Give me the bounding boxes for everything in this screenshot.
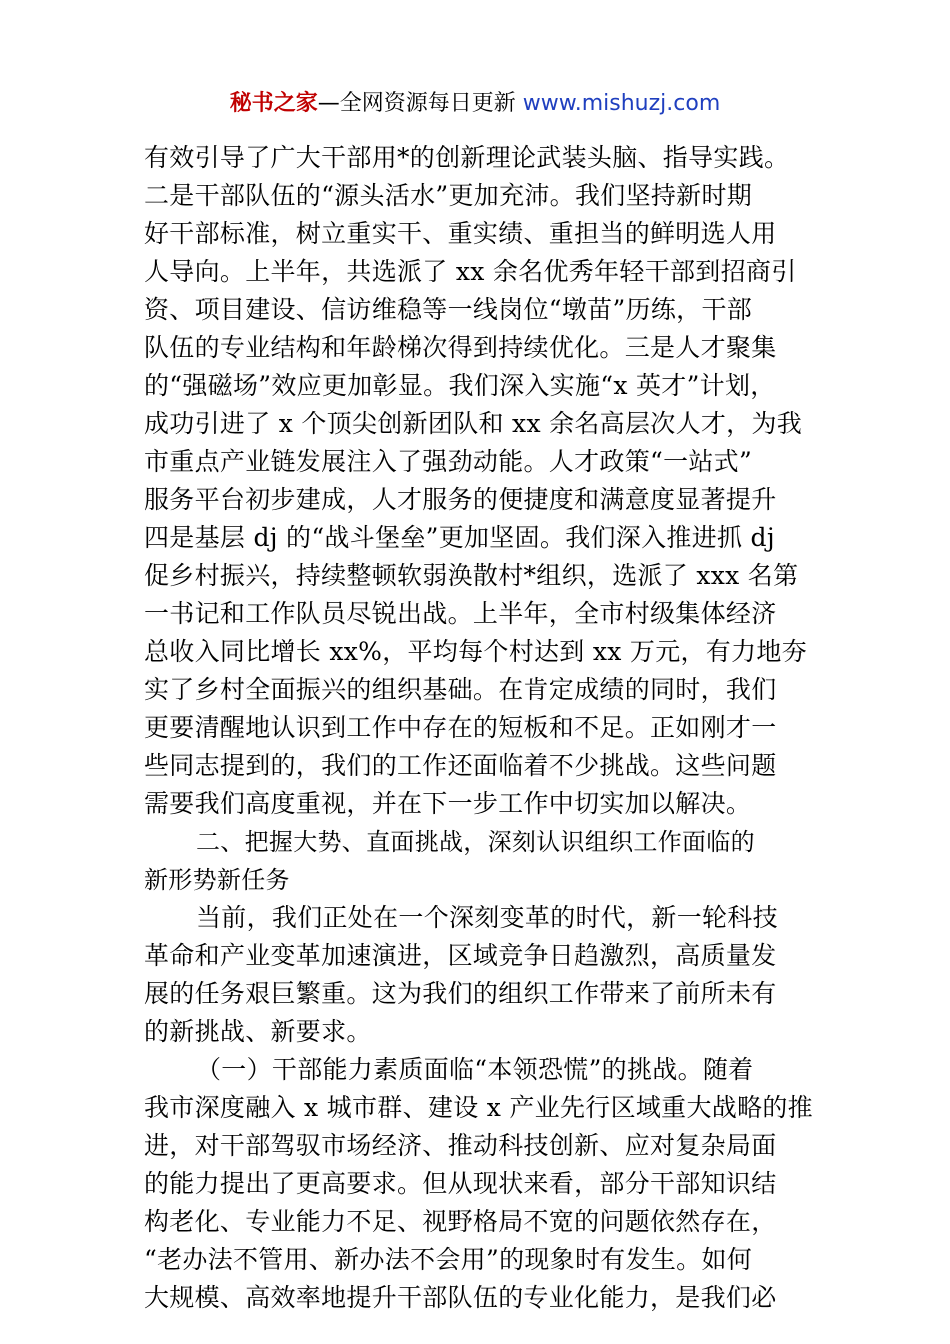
text-line: （一）干部能力素质面临“本领恐慌”的挑战。随着	[196, 1055, 754, 1084]
text-line: 的“强磁场”效应更加彰显。我们深入实施“x 英才”计划，	[144, 371, 776, 400]
brand-name: 秘书之家	[229, 91, 318, 116]
text-line: 进，对干部驾驭市场经济、推动科技创新、应对复杂局面	[144, 1131, 777, 1160]
text-line: 一书记和工作队员尽锐出战。上半年，全市村级集体经济	[144, 599, 777, 628]
text-line: 资、项目建设、信访维稳等一线岗位“墩苗”历练，干部	[144, 295, 753, 324]
text-line: 二是干部队伍的“源头活水”更加充沛。我们坚持新时期	[144, 181, 753, 210]
text-line: 当前，我们正处在一个深刻变革的时代，新一轮科技	[196, 903, 778, 932]
section-heading-continued: 新形势新任务	[144, 866, 290, 894]
text-line: 大规模、高效率地提升干部队伍的专业化能力，是我们必	[144, 1283, 777, 1312]
text-line: 构老化、专业能力不足、视野格局不宽的问题依然存在，	[144, 1207, 777, 1236]
text-line: 好干部标准，树立重实干、重实绩、重担当的鲜明选人用	[144, 219, 777, 248]
page-header	[0, 88, 950, 120]
text-line: 实了乡村全面振兴的组织基础。在肯定成绩的同时，我们	[144, 675, 777, 704]
text-line: 促乡村振兴，持续整顿软弱涣散村*组织，选派了 xxx 名第	[144, 561, 799, 590]
text-line: 革命和产业变革加速演进，区域竞争日趋激烈，高质量发	[144, 941, 777, 970]
text-line: 些同志提到的，我们的工作还面临着不少挑战。这些问题	[144, 751, 777, 780]
text-line: 队伍的专业结构和年龄梯次得到持续优化。三是人才聚集	[144, 333, 777, 362]
text-line: 服务平台初步建成，人才服务的便捷度和满意度显著提升	[144, 485, 777, 514]
text-line: 的新挑战、新要求。	[144, 1017, 372, 1046]
section-heading: 二、把握大势、直面挑战，深刻认识组织工作面临的	[196, 828, 755, 856]
text-line: 成功引进了 x 个顶尖创新团队和 xx 余名高层次人才，为我	[144, 409, 803, 438]
text-line: “老办法不管用、新办法不会用”的现象时有发生。如何	[144, 1245, 753, 1274]
text-line: 展的任务艰巨繁重。这为我们的组织工作带来了前所未有	[144, 979, 777, 1008]
text-line: 更要清醒地认识到工作中存在的短板和不足。正如刚才一	[144, 713, 777, 742]
text-line: 人导向。上半年，共选派了 xx 余名优秀年轻干部到招商引	[144, 257, 797, 286]
text-line: 市重点产业链发展注入了强劲动能。人才政策“一站式”	[144, 447, 753, 476]
text-line: 总收入同比增长 xx%，平均每个村达到 xx 万元，有力地夯	[144, 637, 807, 666]
text-line: 我市深度融入 x 城市群、建设 x 产业先行区域重大战略的推	[144, 1093, 813, 1122]
text-line: 需要我们高度重视，并在下一步工作中切实加以解决。	[144, 789, 752, 818]
site-tagline: —全网资源每日更新	[317, 91, 523, 116]
text-line: 有效引导了广大干部用*的创新理论武装头脑、指导实践。	[144, 143, 790, 172]
text-line: 四是基层 dj 的“战斗堡垒”更加坚固。我们深入推进抓 dj	[144, 523, 775, 552]
text-line: 的能力提出了更高要求。但从现状来看，部分干部知识结	[144, 1169, 777, 1198]
site-url-link[interactable]: www.mishuzj.com	[522, 91, 721, 116]
document-body	[144, 139, 814, 1317]
